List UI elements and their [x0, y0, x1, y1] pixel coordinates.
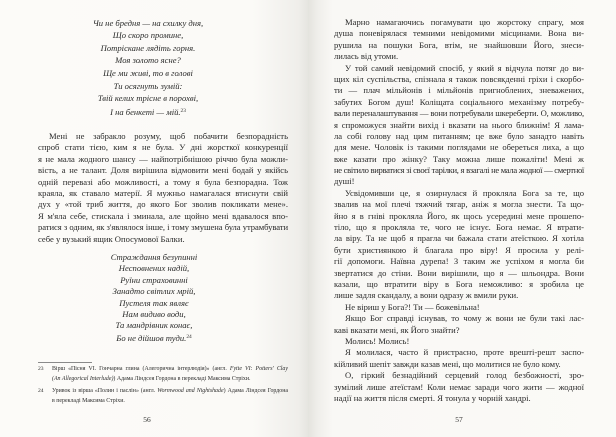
poem-line: Що скоро промине,: [112, 30, 184, 41]
poem-line: Ти осягнуть зумій:: [113, 80, 183, 91]
text-line: Я молилася, часто й пристрасно, проте врешті-решт заспо-: [345, 347, 584, 358]
text-line: тіло, що я прокляла те, чого не існує. Бога немає. Я втрати-: [334, 222, 584, 233]
text-line: О, гіркий безнадійний серцевий голод безбожності, зро-: [345, 370, 584, 381]
poem-line: Руїни страховинні: [120, 274, 188, 285]
text-line: себе у вузький ящик Опосумової Балки.: [38, 233, 185, 244]
text-line: йно я в гніві прокляла Його, як щось усередині мене прошепо-: [334, 210, 584, 221]
footnote-reference: 23: [180, 107, 186, 114]
footnote-24: [38, 387, 288, 406]
text-line: кійливий шепіт завжди казав мені, що молитися не було кому.: [334, 358, 561, 369]
text-line: надії на життя після смерті. Я тонула у чорній хандрі.: [334, 392, 531, 403]
poem-line: Бо не дійшов туди.$^{24}$: [116, 332, 192, 343]
paragraph: [334, 347, 584, 370]
poem-line: Несповнених надій,: [118, 263, 190, 274]
footnote-mark: 24: [38, 388, 44, 394]
text-line: для мене. Чоловік із такими поглядами не обереться лиха, а що: [334, 142, 584, 153]
footnote-divider: [38, 362, 92, 363]
right-page: [308, 0, 616, 437]
text-line: звалив на мої плечі тяжчий тягар, аніж я могла знести. Та що-: [334, 199, 584, 210]
text-line: я не мала жодного шансу — найпотрібнішою річчю була можли-: [38, 153, 288, 164]
text-line: спроб стати тією, ким я не була. У дні жорсткої конкуренції: [38, 142, 288, 153]
paragraph: [334, 188, 584, 302]
text-line: Не віриш у Бога?! Ти — божевільна!: [345, 301, 480, 312]
text-line: Усвідомивши це, я озирнулася й прокляла Бога за те, що: [345, 187, 584, 198]
text-line: душі!: [334, 176, 355, 187]
poem-line: Ще ми живі, то в голові: [103, 68, 193, 79]
epigraph-poem-1: [38, 17, 258, 118]
text-line: казали, що втратити віру в Бога неможливо: я зробила це: [334, 278, 584, 289]
text-line: Якщо Бог справді існував, то чому ж вони не були такі лас-: [345, 313, 584, 324]
text-line: одній перевазі або можливості, а тому я була безпорадна. Тож: [38, 176, 288, 187]
poem-line: Моя золото ясне?: [115, 55, 181, 66]
text-line: вали переналаштування — вони потребували шкереберти. О, можливо,: [334, 108, 584, 119]
text-line: звертатися до стіни. Вони вирішили, що я — шльондра. Вони: [334, 267, 584, 278]
text-line: зумілий лише атеїстам! Коли немає заради чого жити — жодної: [334, 381, 584, 392]
poem-line: Страждання безупинні: [110, 252, 198, 262]
text-line: я спроможуся знайти вихід і вказати на нього ближнім! Я лама-: [334, 119, 584, 130]
footnote-text: Уривок із вірша «Полин і паслін» (англ.: [52, 388, 158, 394]
text-line: каві вказати мені, як Його знайти?: [334, 324, 460, 335]
text-line: не світило вирватися зі своєї тарілки, я взагалі не мала жодної — смертної: [334, 165, 584, 176]
text-line: краяла, як ставало матерії. Я мужньо намагалася втиснути свій: [38, 187, 288, 198]
text-line: забутих Богом душ! Коліщата соціального механізму потребу-: [334, 96, 584, 107]
text-line: щих кіл суспільства, спізнала я також повсякденні гріхи і скорбо-: [334, 73, 584, 84]
paragraph: [334, 313, 584, 336]
text-line: дух у «той триб життя, до якого Бог зволив покликати мене».: [38, 199, 288, 210]
poem-line: Потріскане лядіть горня.: [100, 42, 196, 53]
poem-line: І на бенкеті — мій.$^{23}$: [110, 106, 186, 117]
footnote-mark: 23: [38, 366, 44, 372]
epigraph-poem-2: [44, 252, 264, 343]
text-line: душа поневірялася темними невідомими місцинами. Вона ви-: [334, 28, 584, 39]
text-line: гії допомоги. Наївна дурепа! З таким же успіхом я могла би: [334, 256, 584, 267]
footnote-original-title: Wormwood and Nightshade: [157, 388, 224, 394]
text-line: лилась від утоми.: [334, 51, 399, 62]
footnote-line: [52, 375, 288, 385]
poem-line: Та мандрівник конає,: [115, 320, 193, 331]
text-line: ти — плач мільйонів і мільйонів пригноблених, зневажених,: [334, 85, 584, 96]
poem-line: Занадто світлих мрій,: [112, 286, 196, 297]
text-line: ла віру. Та не щоб я прагла чи бажала стати атеїсткою. Я хотіла: [334, 233, 584, 244]
page-number: 57: [455, 415, 463, 424]
footnote-line: [52, 365, 288, 375]
footnote-line: [52, 387, 288, 397]
footnote-reference: 24: [186, 333, 192, 340]
footnote-text: ) Адама Ліндсея Гордона в перекладі Максима Стріхи.: [113, 375, 251, 382]
body-paragraph: [38, 131, 288, 245]
footnote-line: [52, 397, 288, 407]
paragraph: [334, 17, 584, 63]
text-line: Я м'яла себе, стискала і зминала, але щойно мені вдавалося впо-: [38, 210, 288, 221]
footnote-23: [38, 365, 288, 384]
text-line: ратися з одним, як з'являлося інше, і тому змушена була утрамбувати: [38, 222, 288, 233]
poem-line: Нам видиво води,: [122, 308, 186, 319]
paragraph: [334, 63, 584, 188]
text-line: ла собі голову над цим питанням; це вже було занадто навіть: [334, 130, 584, 141]
paragraph: [334, 336, 584, 347]
text-line: вість, а не талант. Доля вирішила відмовити мені бодай у якійсь: [38, 165, 288, 176]
text-line: лише задля скандалу, а вони одразу ж вмили руки.: [334, 290, 519, 301]
text-line: бути християнкою й благала про віру! Я просила у релі-: [334, 244, 584, 255]
text-line: Марно намагаючись погамувати цю жорстоку спрагу, моя: [345, 17, 584, 27]
text-line: Мені не забракло розуму, щоб побачити безпорадність: [49, 131, 288, 141]
footnote-text: ) Адама Ліндсея Гордона: [223, 388, 288, 394]
poem-line: Пустеля так являє: [119, 297, 189, 308]
page-number: 56: [143, 415, 151, 424]
footnote-original-title: Fytte VI: Potters' Clay: [229, 366, 288, 372]
text-line: Молись! Молись!: [345, 335, 410, 346]
footnote-original-title: (An Allegorical Interlude): [52, 375, 114, 382]
footnote-text: в перекладі Максима Стріхи.: [52, 397, 125, 404]
poem-line: Чи не бредня — на схилку дня,: [92, 17, 204, 28]
paragraph: [334, 302, 584, 313]
footnote-text: Вірш «Пісня VI. Гончарна глина (Алегорична інтерлюдія)» (англ.: [52, 366, 230, 372]
text-line: вже казати про жінку? Таку можна лише пожаліти! Мені ж: [334, 153, 584, 164]
text-column: [334, 17, 584, 404]
text-line: рушила на пошуки Бога, втім, не знайшовши Його, знеси-: [334, 39, 584, 50]
paragraph: [334, 370, 584, 404]
poem-line: Твій келих трісне в порохві,: [97, 93, 199, 104]
text-line: У той самий невідомий спосіб, у який я відчула потяг до ви-: [345, 62, 584, 73]
